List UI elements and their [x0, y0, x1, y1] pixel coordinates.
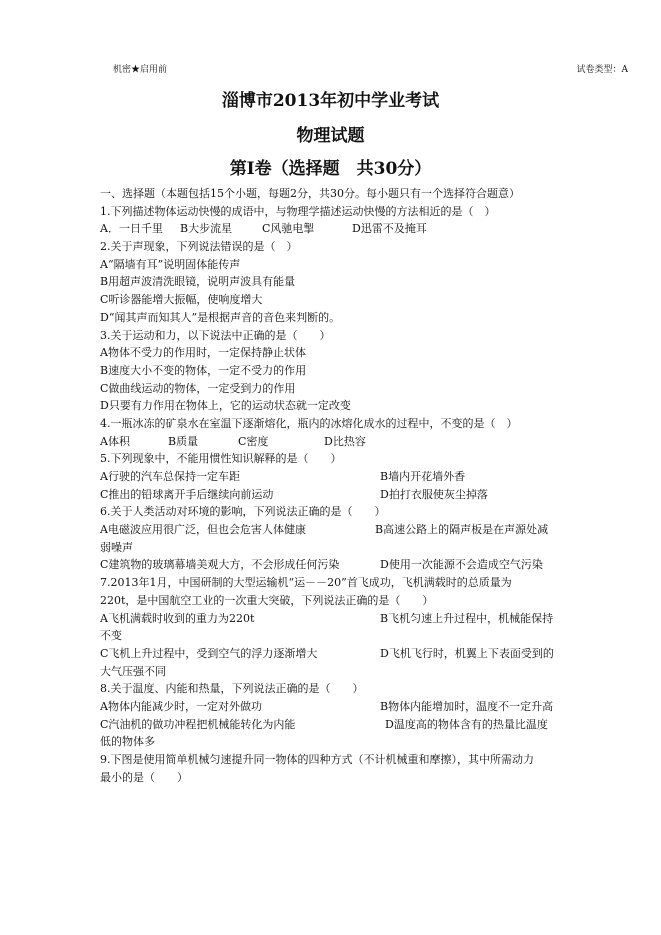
- q5-option-c: C推出的铅球离开手后继续向前运动: [100, 487, 274, 501]
- section-title: 第Ⅰ卷（选择题 共30分）: [229, 159, 432, 179]
- q3-option-d: D只要有力作用在物体上，它的运动状态就一定改变: [100, 399, 351, 413]
- q4-option-b: B质量: [168, 434, 199, 448]
- q1-option-c: C风驰电掣: [262, 222, 315, 236]
- q1-option-d: D迅雷不及掩耳: [352, 222, 427, 236]
- q7-options-row-2: [100, 645, 568, 663]
- q2-option-d: D“闻其声而知其人”是根据声音的音色来判断的。: [100, 310, 341, 324]
- q1-option-b: B大步流星: [180, 222, 233, 236]
- confidential-mark: 机密★启用前: [113, 65, 168, 75]
- subject-title: 物理试题: [296, 126, 365, 146]
- q8-option-c: C汽油机的做功冲程把机械能转化为内能: [100, 717, 296, 731]
- q4-option-c: C密度: [238, 434, 269, 448]
- question-6-stem: 6.关于人类活动对环境的影响，下列说法正确的是（ ）: [100, 505, 386, 519]
- q8-options-row-1: [100, 698, 568, 716]
- question-9-stem: 9.下图是使用简单机械匀速提升同一物体的四种方式（不计机械重和摩擦），其中所需动力: [100, 753, 534, 766]
- q8-option-b: B物体内能增加时，温度不一定升高: [380, 699, 554, 713]
- q6-option-b-continued: 弱噪声: [100, 540, 133, 554]
- question-8-stem: 8.关于温度、内能和热量，下列说法正确的是（ ）: [100, 682, 364, 696]
- q7-option-d-continued: 大气压强不同: [100, 664, 166, 678]
- q7-option-c: C飞机上升过程中，受到空气的浮力逐渐增大: [100, 646, 318, 660]
- q8-option-a: A物体内能减少时，一定对外做功: [100, 699, 262, 713]
- question-5-stem: 5.下列现象中，不能用惯性知识解释的是（ ）: [100, 452, 342, 466]
- q8-options-row-2: [100, 716, 568, 734]
- q5-options-row-2: [100, 486, 568, 504]
- question-7-stem: 7.2013年1月，中国研制的大型运输机“运－－20”首飞成功，飞机满载时的总质量为: [100, 576, 512, 590]
- q6-options-row-1: [100, 521, 568, 539]
- question-2-stem: 2.关于声现象，下列说法错误的是（ ）: [100, 240, 298, 254]
- paper-type: 试卷类型：A: [576, 65, 628, 75]
- q5-options-row-1: [100, 468, 568, 486]
- q3-option-c: C做曲线运动的物体，一定受到力的作用: [100, 381, 296, 395]
- q7-option-b: B飞机匀速上升过程中，机械能保持: [380, 611, 554, 625]
- q4-option-d: D比热容: [324, 434, 366, 448]
- q8-option-d-continued: 低的物体多: [100, 735, 155, 749]
- q8-option-d: D温度高的物体含有的热量比温度: [385, 717, 548, 731]
- question-4-options: [100, 433, 568, 451]
- q6-option-a: A电磁波应用很广泛，但也会危害人体健康: [100, 523, 306, 537]
- question-7-stem-continued: 220t，是中国航空工业的一次重大突破，下列说法正确的是（ ）: [100, 593, 434, 607]
- question-4-stem: 4.一瓶冰冻的矿泉水在室温下逐渐熔化，瓶内的冰熔化成水的过程中，不变的是（ ）: [100, 416, 518, 430]
- exam-title: 淄博市2013年初中学业考试: [221, 91, 440, 111]
- q4-option-a: A体积: [100, 434, 130, 448]
- q3-option-a: A物体不受力的作用时，一定保持静止状体: [100, 346, 306, 360]
- instructions: 一、选择题（本题包括15个小题，每题2分，共30分。每小题只有一个选择符合题意）: [100, 187, 520, 200]
- q2-option-a: A“隔墙有耳”说明固体能传声: [100, 257, 241, 271]
- q7-options-row-1: [100, 610, 568, 628]
- question-body: [100, 185, 568, 786]
- q2-option-c: C听诊器能增大振幅，使响度增大: [100, 293, 263, 307]
- q6-option-b: B高速公路上的隔声板是在声源处减: [375, 523, 549, 537]
- q2-option-b: B用超声波清洗眼镜，说明声波具有能量: [100, 275, 296, 289]
- q6-option-c: C建筑物的玻璃幕墙美观大方，不会形成任何污染: [100, 558, 340, 572]
- q3-option-b: B速度大小不变的物体，一定不受力的作用: [100, 363, 307, 377]
- question-9-stem-continued: 最小的是（ ）: [100, 770, 188, 784]
- question-1-stem: 1.下列描述物体运动快慢的成语中，与物理学描述运动快慢的方法相近的是（ ）: [100, 204, 496, 218]
- q5-option-d: D拍打衣服使灰尘掉落: [380, 487, 488, 501]
- question-1-options: [100, 220, 568, 238]
- question-3-stem: 3.关于运动和力，以下说法中正确的是（ ）: [100, 328, 331, 342]
- q6-option-d: D使用一次能源不会造成空气污染: [380, 558, 543, 572]
- q7-option-b-continued: 不变: [100, 629, 122, 643]
- q1-option-a: A．一日千里: [100, 222, 163, 236]
- q7-option-d: D飞机飞行时，机翼上下表面受到的: [380, 646, 554, 660]
- q5-option-a: A行驶的汽车总保持一定车距: [100, 470, 240, 483]
- q5-option-b: B墙内开花墙外香: [380, 470, 466, 483]
- q6-options-row-2: [100, 556, 568, 574]
- q7-option-a: A飞机满载时收到的重力为220t: [100, 611, 255, 625]
